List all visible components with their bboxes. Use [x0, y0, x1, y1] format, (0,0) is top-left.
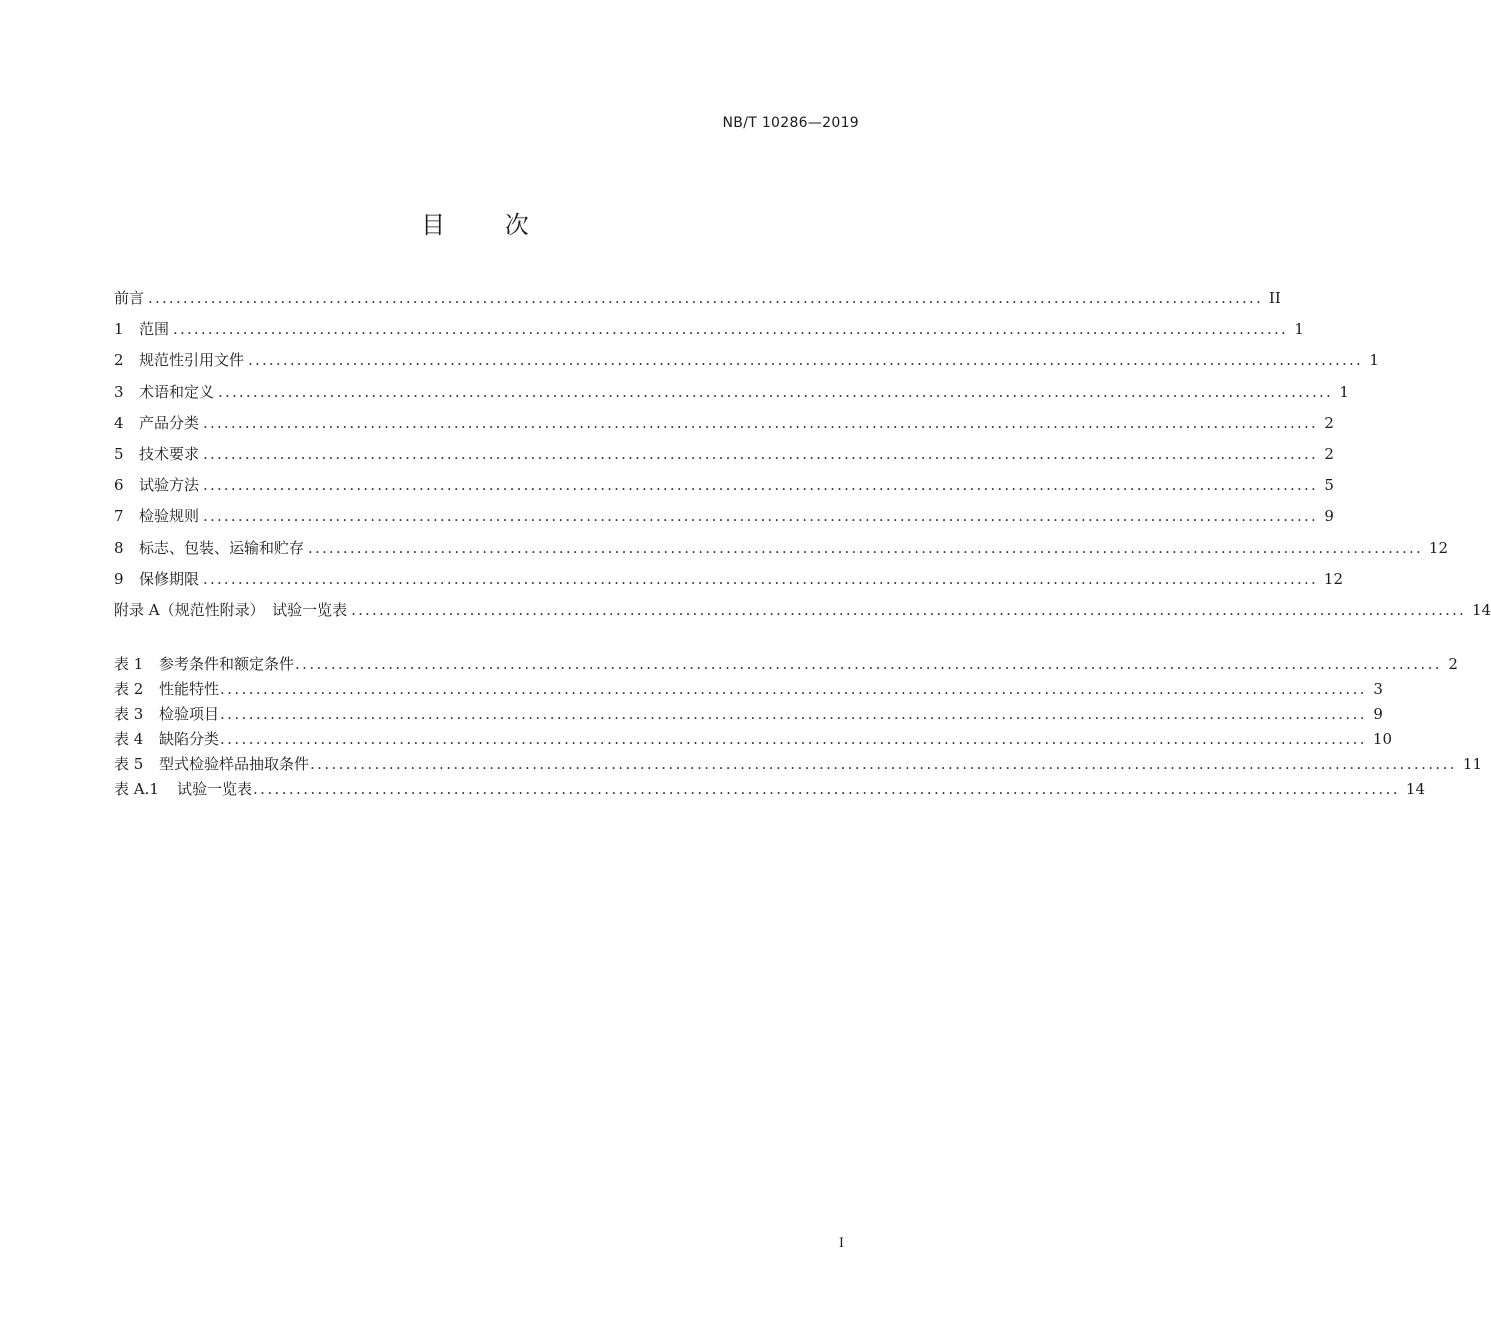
toc-entry-page: II — [1268, 289, 1281, 307]
toc-entry[interactable] — [114, 442, 1334, 473]
toc-entry[interactable] — [114, 567, 1343, 598]
toc-entry-number: 6 — [114, 476, 124, 495]
toc-entry-title: 术语和定义 — [139, 382, 215, 401]
toc-entry-number: 2 — [114, 351, 124, 370]
toc-entry-title: 产品分类 — [139, 413, 200, 432]
toc-entry-page: 12 — [1428, 538, 1448, 557]
page-number: I — [838, 1236, 844, 1251]
toc-table-page: 11 — [1462, 755, 1482, 773]
toc-entry[interactable] — [114, 504, 1334, 535]
toc-table-list — [114, 653, 1482, 803]
toc-entry-title: 附录 A（规范性附录） 试验一览表 — [114, 600, 348, 619]
dot-leader: ................................................................................................................................................................ — [203, 413, 1318, 432]
toc-entry-page: 2 — [1324, 444, 1334, 463]
dot-leader: ................................................................................................................................................................ — [173, 320, 1288, 339]
dot-leader: ................................................................................................................................................................ — [351, 600, 1466, 619]
toc-table-number: 表 1 — [114, 655, 144, 673]
toc-table-title: 性能特性 — [159, 680, 220, 698]
toc-table-page: 3 — [1373, 680, 1383, 698]
toc-entry[interactable] — [114, 286, 1281, 317]
toc-table-entry[interactable] — [114, 728, 1392, 753]
toc-entry-title: 标志、包装、运输和贮存 — [139, 538, 305, 557]
toc-table-title: 型式检验样品抽取条件 — [159, 755, 310, 773]
toc-entry-title: 规范性引用文件 — [139, 351, 245, 370]
toc-table-number: 表 2 — [114, 680, 144, 698]
toc-entry-page: 9 — [1324, 507, 1334, 526]
standard-code: NB/T 10286—2019 — [722, 115, 859, 131]
toc-entry-number: 7 — [114, 507, 124, 526]
toc-table-number: 表 4 — [114, 730, 144, 748]
toc-entry-page: 5 — [1324, 476, 1334, 495]
toc-table-entry[interactable] — [114, 703, 1383, 728]
dot-leader: ................................................................................................................................................................ — [220, 680, 1367, 698]
toc-table-number: 表 5 — [114, 755, 144, 773]
toc-entry[interactable] — [114, 348, 1379, 379]
toc-entry-title: 检验规则 — [139, 507, 200, 526]
dot-leader: ................................................................................................................................................................ — [295, 655, 1442, 673]
toc-entry-page: 14 — [1472, 600, 1491, 619]
toc-entry-title: 保修期限 — [139, 569, 200, 588]
toc-entry-page: 1 — [1339, 382, 1349, 401]
toc-entry-page: 12 — [1323, 569, 1343, 588]
toc-table-page: 9 — [1373, 705, 1383, 723]
toc-table-entry[interactable] — [114, 778, 1425, 803]
toc-entry-number: 3 — [114, 382, 124, 401]
dot-leader: ................................................................................................................................................................ — [220, 730, 1367, 748]
toc-table-title: 缺陷分类 — [159, 730, 220, 748]
toc-entry[interactable] — [114, 380, 1349, 411]
toc-entry-title: 试验方法 — [139, 476, 200, 495]
toc-table-page: 14 — [1405, 780, 1425, 798]
toc-entry[interactable] — [114, 536, 1448, 567]
toc-entry-number: 5 — [114, 444, 124, 463]
toc-table-title: 试验一览表 — [177, 780, 253, 798]
toc-table-entry[interactable] — [114, 753, 1482, 778]
toc-entry[interactable] — [114, 473, 1334, 504]
dot-leader: ................................................................................................................................................................ — [248, 351, 1363, 370]
toc-entry-number: 4 — [114, 413, 124, 432]
dot-leader: ................................................................................................................................................................ — [220, 705, 1367, 723]
toc-entry-title: 前言 — [114, 289, 145, 307]
toc-entry-title: 技术要求 — [139, 444, 200, 463]
toc-table-title: 检验项目 — [159, 705, 220, 723]
toc-entry[interactable] — [114, 598, 1491, 629]
dot-leader: ................................................................................................................................................................ — [310, 755, 1457, 773]
toc-entry-page: 1 — [1294, 320, 1304, 339]
toc-entry-number: 1 — [114, 320, 124, 339]
dot-leader: ................................................................................................................................................................ — [203, 476, 1318, 495]
dot-leader: ................................................................................................................................................................ — [203, 507, 1318, 526]
dot-leader: ................................................................................................................................................................ — [218, 382, 1333, 401]
toc-table-page: 10 — [1372, 730, 1392, 748]
dot-leader: ................................................................................................................................................................ — [148, 289, 1263, 307]
dot-leader: ................................................................................................................................................................ — [203, 444, 1318, 463]
toc-table-number: 表 A.1 — [114, 780, 159, 798]
toc-table-title: 参考条件和额定条件 — [159, 655, 295, 673]
toc-entry-number: 8 — [114, 538, 124, 557]
toc-table-entry[interactable] — [114, 653, 1458, 678]
toc-section-list — [114, 286, 1491, 629]
toc-title: 目 次 — [421, 211, 555, 239]
dot-leader: ................................................................................................................................................................ — [253, 780, 1400, 798]
toc-entry-page: 2 — [1324, 413, 1334, 432]
toc-table-page: 2 — [1448, 655, 1458, 673]
dot-leader: ................................................................................................................................................................ — [203, 569, 1318, 588]
toc-table-entry[interactable] — [114, 678, 1383, 703]
dot-leader: ................................................................................................................................................................ — [308, 538, 1423, 557]
toc-entry[interactable] — [114, 411, 1334, 442]
toc-entry-number: 9 — [114, 569, 124, 588]
toc-entry-title: 范围 — [139, 320, 170, 339]
toc-table-number: 表 3 — [114, 705, 144, 723]
toc-entry[interactable] — [114, 317, 1304, 348]
toc-entry-page: 1 — [1369, 351, 1379, 370]
